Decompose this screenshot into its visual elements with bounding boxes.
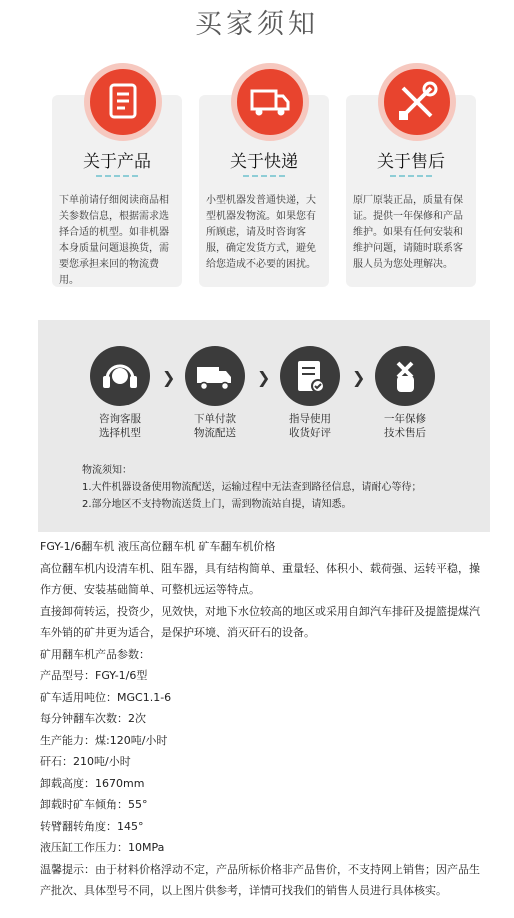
warm-tip: 温馨提示：由于材料价格浮动不定，产品所标价格非产品售价，不支持网上销售；因产品生产批次、具体型号不同，以上图片供参考，详情可找我们的销售人员进行具体核实。 <box>40 862 480 897</box>
card-heading: 关于快递 <box>230 152 298 172</box>
notes-item: 1.大件机器设备使用物流配送，运输过程中无法查到路径信息，请耐心等待； <box>82 482 422 493</box>
delivery-truck-icon <box>185 346 245 406</box>
spec-line: 液压缸工作压力：10MPa <box>40 841 165 854</box>
step-label: 一年保修 技术售后 <box>384 413 426 439</box>
arrow-right-icon: ❯ <box>257 368 271 387</box>
checklist-icon <box>280 346 340 406</box>
card-body: 下单前请仔细阅读商品相关参数信息，根据需求选择合适的机型。如非机器本身质量问题退换货，需要您承担来回的物流费用。 <box>59 195 169 286</box>
spec-line: 生产能力：煤:120吨/小时 <box>40 733 168 747</box>
step-label: 咨询客服 选择机型 <box>99 413 141 439</box>
card-heading: 关于售后 <box>377 152 445 172</box>
spec-line: 卸载高度：1670mm <box>40 776 145 790</box>
divider <box>96 175 138 177</box>
product-title: FGY-1/6翻车机 液压高位翻车机 矿车翻车机价格 <box>40 540 276 553</box>
headset-icon <box>90 346 150 406</box>
card-heading: 关于产品 <box>83 152 151 172</box>
product-description <box>40 536 490 902</box>
spec-line: 转臂翻转角度：145° <box>40 819 144 833</box>
spec-heading: 矿用翻车机产品参数： <box>40 647 150 661</box>
notes-item: 2.部分地区不支持物流送货上门，需到物流站自提，请知悉。 <box>82 499 352 510</box>
tools-icon <box>378 63 456 141</box>
desc-paragraph: 直接卸荷转运，投资少，见效快，对地下水位较高的地区或采用自卸汽车排矸及提篮提煤汽车外销的矿井更为适合，是保护环境、消灭矸石的设备。 <box>40 604 480 639</box>
divider <box>390 175 432 177</box>
spec-line: 产品型号：FGY-1/6型 <box>40 669 148 682</box>
desc-paragraph: 高位翻车机内设清车机、阻车器，具有结构简单、重量轻、体积小、载荷强、运转平稳，操作方便、安装基础简单、可整机远运等特点。 <box>40 561 480 596</box>
notes-heading: 物流须知： <box>82 465 132 476</box>
spec-line: 卸载时矿车倾角：55° <box>40 798 148 811</box>
document-icon <box>84 63 162 141</box>
spec-line: 矿车适用吨位：MGC1.1-6 <box>40 690 172 704</box>
spec-line: 每分钟翻车次数：2次 <box>40 712 146 725</box>
card-body: 小型机器发普通快递，大型机器发物流。如果您有所顾虑，请及时咨询客服，确定发货方式，避免给您造成不必要的困扰。 <box>206 195 316 270</box>
arrow-right-icon: ❯ <box>162 368 176 387</box>
arrow-right-icon: ❯ <box>352 368 366 387</box>
card-product <box>52 95 182 287</box>
logistics-notes <box>82 462 482 513</box>
divider <box>243 175 285 177</box>
page-title: 买家须知 <box>195 9 319 40</box>
process-band <box>38 320 490 532</box>
thumbs-up-icon <box>375 346 435 406</box>
card-body: 原厂原装正品，质量有保证。提供一年保修和产品维护。如果有任何安装和维护问题，请随时联系客服人员为您处理解决。 <box>353 195 463 270</box>
truck-icon <box>231 63 309 141</box>
step-label: 下单付款 物流配送 <box>194 413 236 439</box>
spec-line: 矸石：210吨/小时 <box>40 755 131 768</box>
step-label: 指导使用 收货好评 <box>289 413 331 439</box>
card-aftersales <box>346 95 476 287</box>
card-delivery <box>199 95 329 287</box>
